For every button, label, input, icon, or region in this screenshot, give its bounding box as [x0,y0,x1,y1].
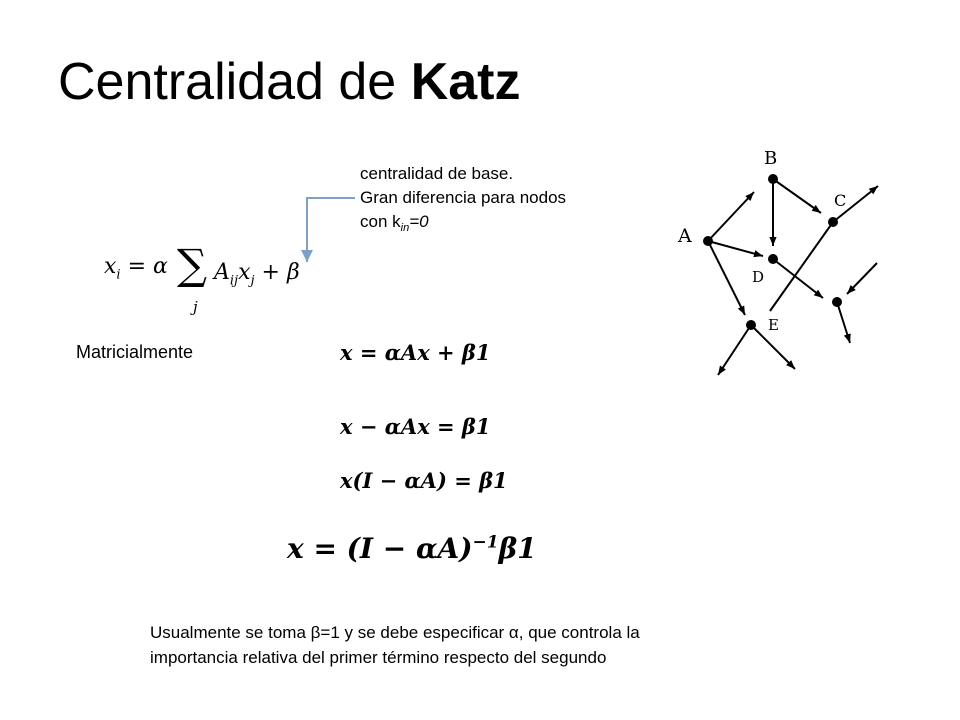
matrix-label: Matricialmente [76,342,194,362]
note-line-3-suffix: =0 [409,212,429,231]
matrix-equation-2: x − αAx = β1 [340,414,491,439]
note-connector-arrow [307,198,355,262]
summation-symbol: ∑ [177,240,207,289]
node-label-b: B [764,148,778,169]
edge-a-b [708,192,754,241]
node-b [768,174,778,184]
summation-index: j [193,298,198,316]
eq-main-tail: + β [254,260,300,285]
eq4-exponent: −1 [472,532,499,553]
edge-in-right [847,263,877,294]
edge-c-line [770,222,833,311]
edge-right-out [837,302,850,343]
eq-main-a: A [214,260,230,285]
node-label-c: C [834,191,847,210]
eq-main-x-sub: j [250,273,255,289]
eq-main-eq: = α [120,254,168,279]
eq-main-a-sub: ij [229,273,239,289]
edge-a-e [708,241,745,315]
eq-main-left-sub: i [116,267,121,283]
note-line-2: Gran diferencia para nodos [360,188,567,207]
node-e [746,320,756,330]
edge-b-c [773,179,821,213]
edge-d-right [773,259,823,298]
eq-main-left: x [104,254,117,279]
footer-line-2: importancia relativa del primer término respecto del segundo [150,648,607,667]
matrix-equation-1: x = αAx + β1 [340,340,491,365]
node-label-d: D [752,268,765,286]
node-a [703,236,713,246]
node-label-e: E [768,316,779,334]
edge-e-out-left [718,325,751,375]
node-d [768,254,778,264]
eq4-base: x = (I − αA) [287,532,473,565]
node-right [832,297,842,307]
network-graph [703,174,878,375]
eq4-tail: β1 [498,532,537,565]
title-bold: Katz [410,53,521,111]
node-label-a: A [678,225,692,247]
matrix-equation-3: x(I − αA) = β1 [340,468,508,493]
eq-main-x: x [238,260,251,285]
note-line-3-prefix: con k [360,212,401,231]
title-plain: Centralidad de [58,53,411,111]
footer-line-1: Usualmente se toma β=1 y se debe especificar α, que controla la [150,623,640,642]
node-c [828,217,838,227]
note-line-3-sub: in [400,222,410,234]
note-line-1: centralidad de base. [360,164,514,183]
edge-a-d [708,241,763,256]
